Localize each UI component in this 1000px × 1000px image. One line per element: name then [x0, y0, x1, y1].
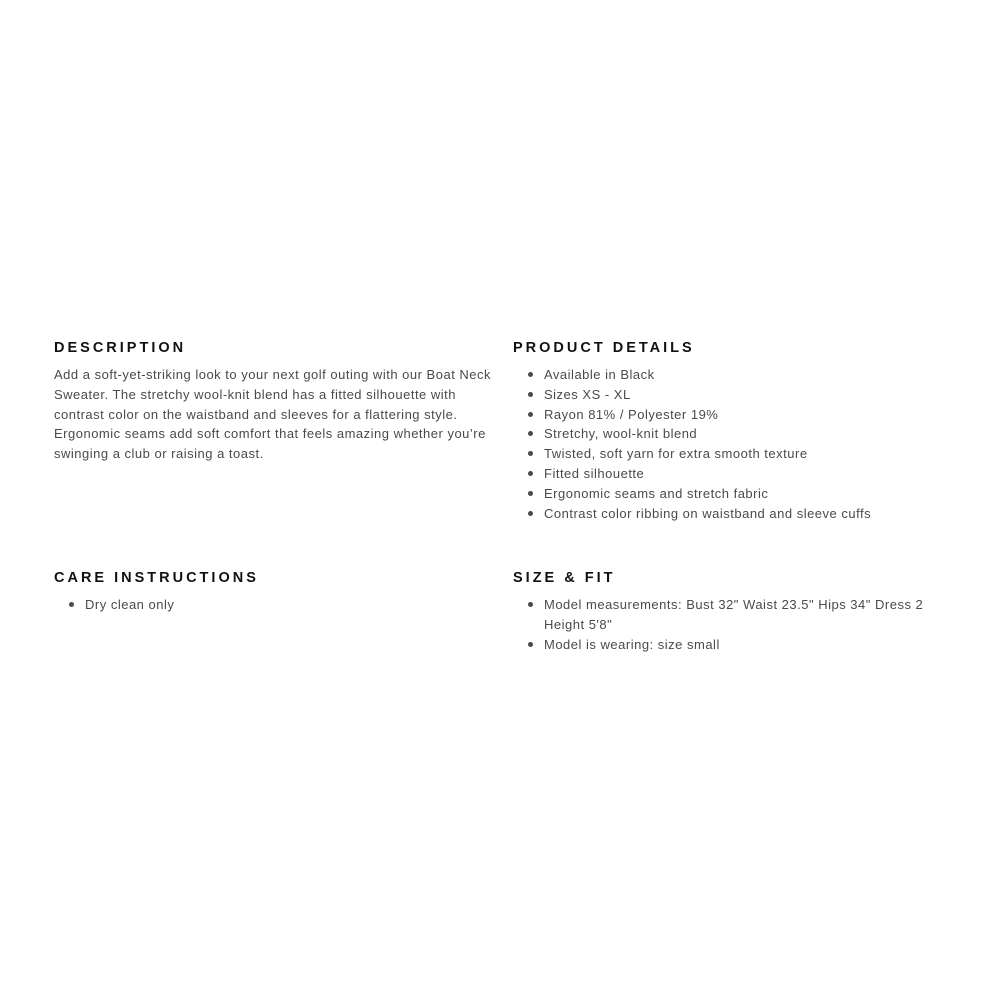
list-item-text: Model measurements: Bust 32" Waist 23.5" Hips 34" Dress 2 Height 5'8" [544, 597, 924, 632]
bullet-icon [528, 471, 533, 476]
bullet-icon [528, 451, 533, 456]
description-section [54, 340, 494, 464]
size-fit-heading: SIZE & FIT [513, 570, 616, 586]
list-item-text: Stretchy, wool-knit blend [544, 426, 698, 442]
size-fit-list [513, 595, 953, 654]
list-item [513, 424, 953, 444]
product-details-list [513, 365, 953, 523]
list-item [54, 595, 494, 615]
list-item [513, 405, 953, 425]
bullet-icon [528, 372, 533, 377]
bullet-icon [528, 412, 533, 417]
list-item [513, 444, 953, 464]
list-item [513, 464, 953, 484]
list-item [513, 385, 953, 405]
product-details-heading: PRODUCT DETAILS [513, 340, 695, 356]
care-instructions-heading: CARE INSTRUCTIONS [54, 570, 259, 586]
size-fit-section [513, 570, 953, 654]
bullet-icon [528, 511, 533, 516]
list-item-text: Sizes XS - XL [544, 386, 631, 402]
list-item-text: Dry clean only [85, 597, 175, 612]
list-item-text: Model is wearing: size small [544, 636, 720, 652]
list-item [513, 635, 953, 655]
bullet-icon [69, 602, 74, 607]
list-item-text: Fitted silhouette [544, 465, 645, 481]
list-item-text: Ergonomic seams and stretch fabric [544, 485, 769, 501]
list-item-text: Twisted, soft yarn for extra smooth texture [544, 446, 808, 462]
bullet-icon [528, 491, 533, 496]
list-item [513, 365, 953, 385]
list-item-text: Available in Black [544, 367, 655, 382]
list-item [513, 484, 953, 504]
bullet-icon [528, 602, 533, 607]
care-instructions-list [54, 595, 494, 615]
bullet-icon [528, 392, 533, 397]
bullet-icon [528, 431, 533, 436]
list-item [513, 504, 953, 524]
list-item-text: Rayon 81% / Polyester 19% [544, 406, 719, 422]
description-text: Add a soft-yet-striking look to your next golf outing with our Boat Neck Sweater. The stretchy wool-knit blend has a fitted silhouette with contrast color on the waistband and sleeves for a flattering style. Ergonomic seams add soft comfort that feels amazing whether you’re swinging a club or raising a toast. [54, 367, 492, 462]
list-item-text: Contrast color ribbing on waistband and sleeve cuffs [544, 505, 872, 521]
description-heading: DESCRIPTION [54, 340, 187, 356]
bullet-icon [528, 642, 533, 647]
product-details-section [513, 340, 953, 523]
list-item [513, 595, 953, 635]
care-instructions-section [54, 570, 494, 615]
